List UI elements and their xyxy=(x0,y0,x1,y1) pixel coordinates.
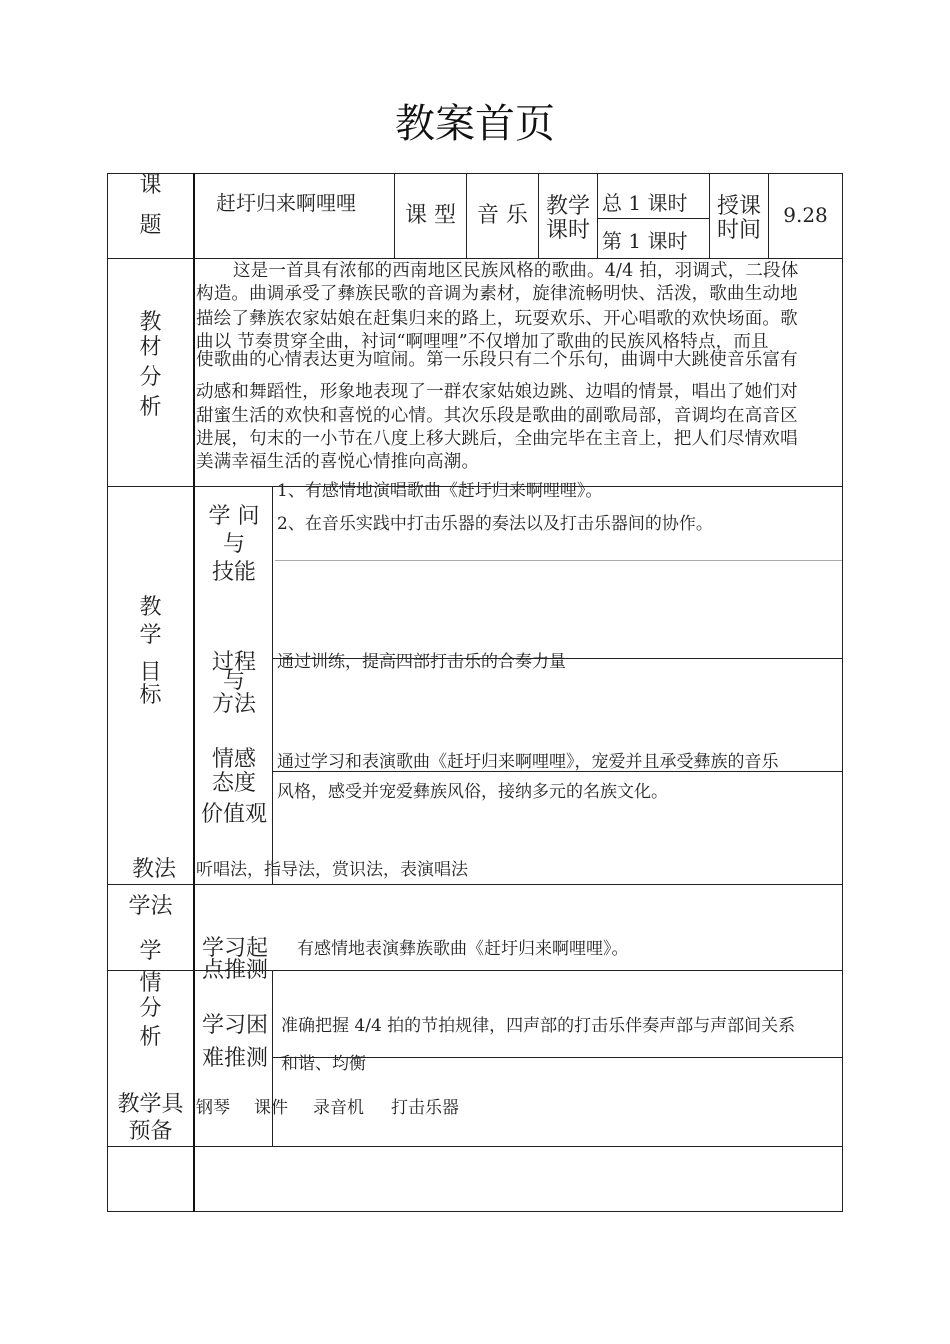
type-value: 音 乐 xyxy=(477,203,528,228)
knowledge-item: 2、在音乐实践中打击乐器的奏法以及打击乐器间的协作。 xyxy=(277,514,713,534)
tool-item: 打击乐器 xyxy=(391,1098,459,1118)
objectives-label-1: 教 xyxy=(139,595,162,620)
material-line: 动感和舞蹈性，形象地表现了一群农家姑娘边跳、边唱的情景，唱出了她们对 xyxy=(196,382,798,402)
emotion-line: 风格，感受并宠爱彝族风俗，接纳多元的名族文化。 xyxy=(277,782,668,802)
tools-label-2: 预备 xyxy=(128,1119,173,1144)
total-hours: 总 1 课时 xyxy=(602,191,688,215)
start-text: 有感情地表演彝族歌曲《赶圩归来啊哩哩》。 xyxy=(297,939,629,959)
current-hours: 第 1 课时 xyxy=(602,229,688,253)
date-label-bottom: 时间 xyxy=(716,218,761,243)
difficulty-line: 准确把握 4/4 拍的节拍规律，四声部的打击乐伴奏声部与声部间关系 xyxy=(281,1016,796,1036)
objectives-label-4: 标 xyxy=(139,683,162,708)
material-label-1: 教 xyxy=(139,310,162,335)
objectives-sub-divider xyxy=(272,486,273,884)
objectives-label-2: 学 xyxy=(139,623,162,648)
tool-item: 课件 xyxy=(254,1098,288,1118)
table-top-border xyxy=(107,173,843,174)
tools-label-1: 教学具 xyxy=(117,1092,184,1117)
subject-value: 赶圩归来啊哩哩 xyxy=(216,191,356,215)
methods-bottom-line xyxy=(107,884,843,885)
material-line: 构造。曲调承受了彝族民歌的音调为素材，旋律流畅明快、活泼，歌曲生动地 xyxy=(196,284,798,304)
process-label-2: 与 xyxy=(222,669,245,694)
emotion-label-1: 情感 xyxy=(211,747,256,772)
learning-label-4: 析 xyxy=(139,1025,162,1050)
tool-item: 录音机 xyxy=(313,1098,364,1118)
difficulty-line: 和谐、均衡 xyxy=(281,1054,366,1074)
hours-split-line xyxy=(597,218,709,219)
start-label-2: 点推测 xyxy=(201,958,268,983)
knowledge-label-3: 技能 xyxy=(211,560,256,585)
learning-label-2: 情 xyxy=(139,971,162,996)
objectives-label-3: 目 xyxy=(139,660,162,685)
type-label: 课 型 xyxy=(405,203,456,228)
material-line: 描绘了彝族农家姑娘在赶集归来的路上，玩耍欢乐、开心唱歌的欢快场面。歌 xyxy=(196,309,798,329)
learning-label-3: 分 xyxy=(139,996,162,1021)
material-line: 进展，句末的一小节在八度上移大跳后，全曲完毕在主音上，把人们尽情欢唱 xyxy=(196,429,798,449)
material-label-4: 析 xyxy=(139,395,162,420)
date-label-top: 授课 xyxy=(716,194,761,219)
start-label-1: 学习起 xyxy=(201,936,268,961)
process-label-3: 方法 xyxy=(211,692,256,717)
process-label-1: 过程 xyxy=(211,650,256,675)
material-label-2: 材 xyxy=(139,335,162,360)
material-line: 美满幸福生活的喜悦心情推向高潮。 xyxy=(196,452,480,472)
header-divider-4 xyxy=(597,173,598,258)
knowledge-inner-line xyxy=(275,560,842,561)
learn-method-label: 学法 xyxy=(128,894,173,919)
table-bottom-border xyxy=(107,1211,843,1212)
page-title: 教案首页 xyxy=(395,101,555,147)
teach-method-value: 听唱法，指导法，赏识法，表演唱法 xyxy=(196,860,468,880)
hours-label-bottom: 课时 xyxy=(545,218,590,243)
material-label-3: 分 xyxy=(139,365,162,390)
material-line: 使歌曲的心情表达更为喧闹。第一乐段只有二个乐句，曲调中大跳使音乐富有 xyxy=(196,350,798,370)
table-right-border xyxy=(842,173,843,1212)
teach-method-label: 教法 xyxy=(131,857,176,882)
knowledge-item: 1、有感情地演唱歌曲《赶圩归来啊哩哩》。 xyxy=(277,481,603,501)
difficulty-label-1: 学习困 xyxy=(201,1013,268,1038)
knowledge-label-2: 与 xyxy=(222,532,245,557)
label-column-divider xyxy=(193,173,195,1212)
date-value: 9.28 xyxy=(783,203,828,227)
emotion-line: 通过学习和表演歌曲《赶圩归来啊哩哩》，宠爱并且承受彝族的音乐 xyxy=(277,752,779,772)
material-line: 曲以 节奏贯穿全曲，衬词“啊哩哩”不仅增加了歌曲的民族风格特点，而且 xyxy=(196,332,769,352)
material-line: 这是一首具有浓郁的西南地区民族风格的歌曲。4/4 拍，羽调式，二段体 xyxy=(233,261,799,281)
difficulty-label-2: 难推测 xyxy=(201,1046,268,1071)
hours-label-top: 教学 xyxy=(545,194,590,219)
material-line: 甜蜜生活的欢快和喜悦的心情。其次乐段是歌曲的副歌局部，音调均在高音区 xyxy=(196,406,798,426)
process-text: 通过训练，提高四部打击乐的合奏力量 xyxy=(277,652,566,672)
learning-label-1: 学 xyxy=(139,939,162,964)
tool-item: 钢琴 xyxy=(196,1098,230,1118)
emotion-label-2: 态度 xyxy=(211,771,256,796)
subject-label-top: 课 xyxy=(139,173,162,198)
subject-label-bottom: 题 xyxy=(139,213,162,238)
tools-bottom-line xyxy=(107,1146,843,1147)
emotion-label-3: 价值观 xyxy=(200,802,267,827)
knowledge-label-1: 学 问 xyxy=(208,504,260,529)
